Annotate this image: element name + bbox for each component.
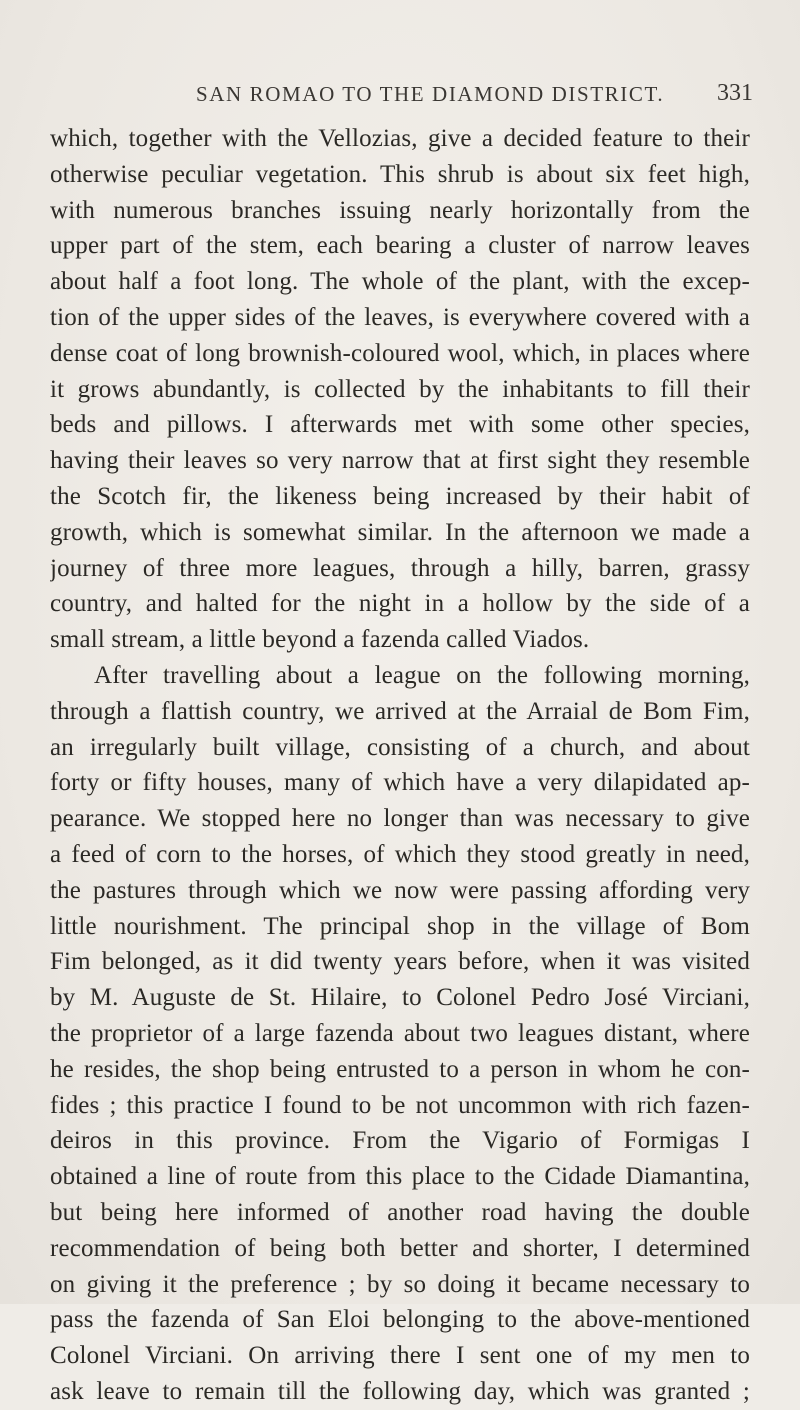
- body-text: [50, 121, 750, 1410]
- text-line: by M. Auguste de St. Hilaire, to Colonel Pedro José Virciani,: [50, 984, 750, 1012]
- text-line: country, and halted for the night in a hollow by the side of a: [50, 590, 750, 618]
- text-line: on giving it the preference ; by so doing it became necessary to: [50, 1270, 750, 1298]
- text-line: pearance. We stopped here no longer than was necessary to give: [50, 805, 750, 833]
- text-line: Colonel Virciani. On arriving there I sent one of my men to: [50, 1342, 750, 1370]
- text-line: dense coat of long brownish-coloured wool, which, in places where: [50, 339, 750, 367]
- text-line: Fim belonged, as it did twenty years before, when it was visited: [50, 948, 750, 976]
- text-line: forty or fifty houses, many of which have a very dilapidated ap-: [50, 769, 750, 797]
- text-line: otherwise peculiar vegetation. This shrub is about six feet high,: [50, 160, 750, 188]
- text-line: about half a foot long. The whole of the plant, with the excep-: [50, 268, 750, 296]
- text-line: the Scotch fir, the likeness being increased by their habit of: [50, 482, 750, 510]
- text-line: growth, which is somewhat similar. In the afternoon we made a: [50, 518, 750, 546]
- text-line: small stream, a little beyond a fazenda called Viados.: [50, 626, 590, 654]
- text-line: having their leaves so very narrow that at first sight they resemble: [50, 447, 750, 475]
- text-line: the proprietor of a large fazenda about two leagues distant, where: [50, 1019, 750, 1047]
- text-line: a feed of corn to the horses, of which they stood greatly in need,: [50, 840, 750, 868]
- text-line: deiros in this province. From the Vigario of Formigas I: [50, 1127, 750, 1155]
- text-line: pass the fazenda of San Eloi belonging to the above-mentioned: [50, 1306, 750, 1334]
- text-line: with numerous branches issuing nearly horizontally from the: [50, 196, 750, 224]
- text-line: obtained a line of route from this place to the Cidade Diamantina,: [50, 1163, 750, 1191]
- text-line: through a flattish country, we arrived at the Arraial de Bom Fim,: [50, 697, 750, 725]
- text-line: beds and pillows. I afterwards met with some other species,: [50, 411, 750, 439]
- text-line: the pastures through which we now were passing affording very: [50, 876, 750, 904]
- text-line: After travelling about a league on the following morning,: [94, 661, 750, 689]
- running-head: [0, 80, 800, 110]
- text-line: an irregularly built village, consisting of a church, and about: [50, 733, 750, 761]
- text-line: recommendation of being both better and shorter, I determined: [50, 1234, 750, 1262]
- text-line: upper part of the stem, each bearing a cluster of narrow leaves: [50, 232, 750, 260]
- page-number: 331: [717, 80, 753, 106]
- text-line: ask leave to remain till the following day, which was granted ;: [50, 1377, 750, 1405]
- text-line: fides ; this practice I found to be not uncommon with rich fazen-: [50, 1091, 750, 1119]
- text-line: which, together with the Vellozias, give a decided feature to their: [50, 125, 750, 152]
- text-line: journey of three more leagues, through a hilly, barren, grassy: [50, 554, 750, 582]
- text-line: tion of the upper sides of the leaves, is everywhere covered with a: [50, 303, 750, 331]
- text-line: he resides, the shop being entrusted to a person in whom he con-: [50, 1055, 750, 1083]
- text-line: little nourishment. The principal shop in the village of Bom: [50, 912, 750, 940]
- text-line: it grows abundantly, is collected by the inhabitants to fill their: [50, 375, 750, 403]
- running-title: SAN ROMAO TO THE DIAMOND DISTRICT.: [196, 82, 665, 106]
- text-line: but being here informed of another road having the double: [50, 1198, 750, 1226]
